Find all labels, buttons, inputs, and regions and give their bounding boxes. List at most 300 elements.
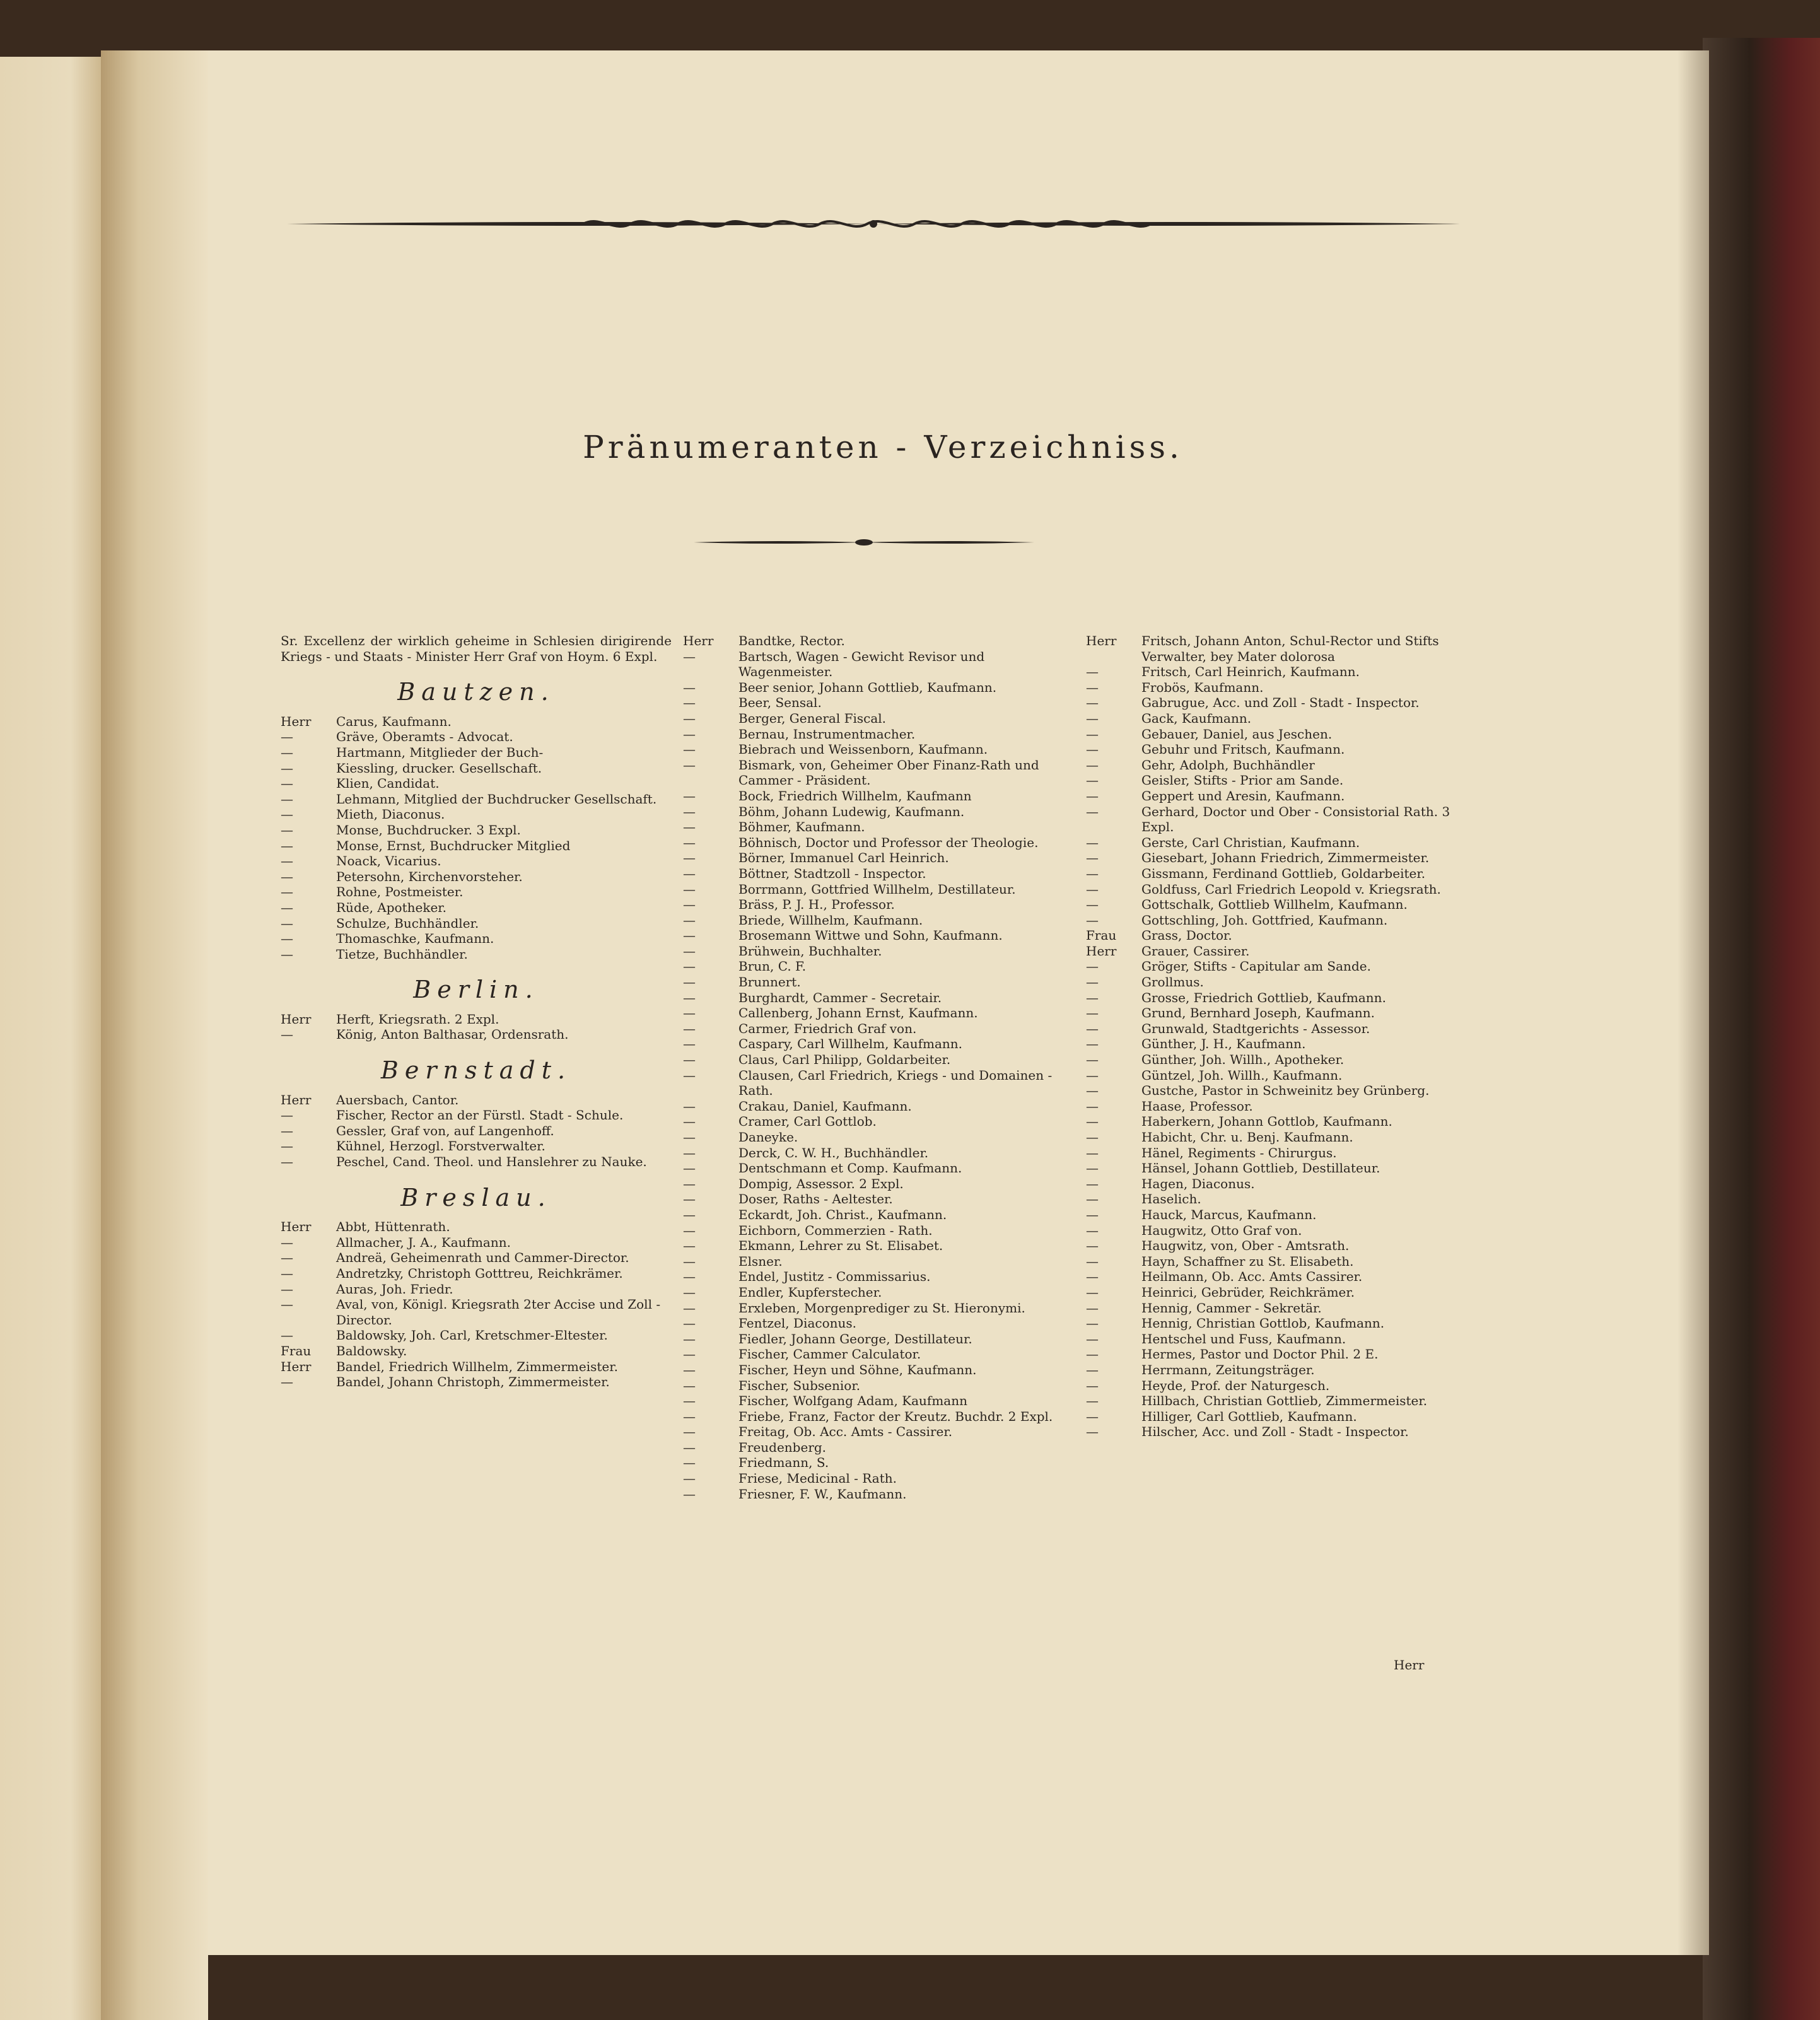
entry-prefix: —: [683, 788, 696, 803]
list-item: [683, 897, 1074, 913]
entry-text: Thomaschke, Kaufmann.: [336, 931, 494, 947]
list-item: [1086, 897, 1477, 913]
entry-text: Haase, Professor.: [1141, 1098, 1253, 1114]
list-item: [683, 1160, 1074, 1176]
entry-text: Freudenberg.: [738, 1439, 827, 1455]
entry-prefix: —: [281, 868, 293, 884]
entry-text: Baldowsky, Joh. Carl, Kretschmer-Eltester.: [336, 1328, 608, 1343]
entry-prefix: —: [1086, 664, 1099, 680]
list-item: [683, 695, 1074, 711]
list-item: [1086, 695, 1477, 711]
entry-prefix: —: [683, 834, 696, 850]
entry-text: Friedmann, S.: [738, 1455, 829, 1471]
entry-prefix: —: [1086, 897, 1099, 913]
list-item: [683, 804, 1074, 820]
entry-prefix: —: [683, 1238, 696, 1254]
list-item: [683, 1455, 1074, 1471]
entry-prefix: —: [281, 1297, 293, 1312]
entry-prefix: —: [683, 1130, 696, 1145]
list-item: [683, 1114, 1074, 1130]
list-item: [683, 1021, 1074, 1037]
list-item: [281, 1219, 672, 1235]
list-item: [1086, 1316, 1477, 1331]
entry-prefix: —: [683, 897, 696, 913]
entry-prefix: Herr: [281, 1011, 312, 1027]
entry-prefix: —: [683, 1114, 696, 1130]
entry-prefix: —: [281, 791, 293, 807]
entry-text: Elsner.: [738, 1253, 783, 1269]
entry-text: Ekmann, Lehrer zu St. Elisabet.: [738, 1238, 943, 1254]
entry-prefix: —: [683, 1145, 696, 1160]
entry-text: Carmer, Friedrich Graf von.: [738, 1020, 917, 1036]
entry-prefix: —: [683, 679, 696, 695]
entry-text: Freitag, Ob. Acc. Amts - Cassirer.: [738, 1424, 953, 1440]
entry-text: Lehmann, Mitglied der Buchdrucker Gesellschaft.: [336, 791, 657, 807]
list-item: [1086, 1300, 1477, 1316]
list-item: [1086, 1207, 1477, 1223]
list-item: [683, 649, 1074, 680]
list-item: [281, 869, 672, 885]
left-page-edge: [0, 57, 101, 2020]
entry-prefix: —: [281, 1234, 293, 1250]
entry-text: Hilliger, Carl Gottlieb, Kaufmann.: [1141, 1408, 1357, 1424]
entry-text: Noack, Vicarius.: [336, 853, 441, 869]
entry-text: Günther, J. H., Kaufmann.: [1141, 1036, 1306, 1052]
list-item: [281, 1123, 672, 1139]
list-item: [1086, 664, 1477, 680]
entry-text: Grund, Bernhard Joseph, Kaufmann.: [1141, 1005, 1375, 1021]
entry-text: Hennig, Cammer - Sekretär.: [1141, 1300, 1322, 1316]
entry-text: Fiedler, Johann George, Destillateur.: [738, 1331, 972, 1346]
list-item: [683, 819, 1074, 835]
list-item: [281, 1107, 672, 1123]
list-item: [1086, 990, 1477, 1006]
entry-text: Herft, Kriegsrath. 2 Expl.: [336, 1011, 499, 1027]
entry-text: Gustche, Pastor in Schweinitz bey Grünberg.: [1141, 1083, 1430, 1099]
list-item: [1086, 1409, 1477, 1425]
entry-prefix: —: [1086, 742, 1099, 757]
list-item: [1086, 1269, 1477, 1285]
entry-text: Berger, General Fiscal.: [738, 710, 886, 726]
entry-text: Hayn, Schaffner zu St. Elisabeth.: [1141, 1253, 1354, 1269]
list-item: [1086, 1238, 1477, 1254]
entry-prefix: —: [683, 1424, 696, 1440]
entry-text: Mieth, Diaconus.: [336, 807, 445, 822]
entry-prefix: —: [683, 1393, 696, 1409]
entry-text: Gottschling, Joh. Gottfried, Kaufmann.: [1141, 912, 1388, 928]
list-item: [281, 807, 672, 822]
entry-text: Eckardt, Joh. Christ., Kaufmann.: [738, 1206, 947, 1222]
list-item: [1086, 943, 1477, 959]
entry-text: Claus, Carl Philipp, Goldarbeiter.: [738, 1052, 951, 1068]
list-item: [1086, 1346, 1477, 1362]
list-item: [1086, 727, 1477, 742]
list-item: [683, 928, 1074, 943]
entry-text: Hillbach, Christian Gottlieb, Zimmermeister.: [1141, 1393, 1428, 1409]
entry-prefix: —: [1086, 1316, 1099, 1331]
entry-text: Bock, Friedrich Willhelm, Kaufmann: [738, 788, 972, 803]
list-item: [1086, 1160, 1477, 1176]
entry-text: Aval, von, Königl. Kriegsrath 2ter Accise und Zoll - Director.: [336, 1297, 661, 1328]
entry-prefix: —: [1086, 959, 1099, 974]
entry-text: Geppert und Aresin, Kaufmann.: [1141, 788, 1345, 803]
entry-prefix: —: [1086, 1130, 1099, 1145]
entry-text: Bernau, Instrumentmacher.: [738, 726, 916, 742]
entry-prefix: —: [683, 803, 696, 819]
entry-text: Auersbach, Cantor.: [336, 1092, 459, 1107]
entry-prefix: Frau: [1086, 928, 1117, 943]
entry-text: Kiessling, drucker. Gesellschaft.: [336, 760, 542, 776]
list-item: [1086, 1021, 1477, 1037]
entry-prefix: —: [1086, 1191, 1099, 1207]
entry-text: Burghardt, Cammer - Secretair.: [738, 990, 942, 1005]
list-item: [281, 791, 672, 807]
entry-text: Frobös, Kaufmann.: [1141, 679, 1264, 695]
entry-prefix: —: [1086, 1377, 1099, 1393]
entry-prefix: —: [1086, 850, 1099, 866]
list-item: [683, 788, 1074, 804]
list-item: [281, 729, 672, 745]
column-2: [683, 633, 1074, 1502]
entry-text: Gottschalk, Gottlieb Willhelm, Kaufmann.: [1141, 897, 1408, 913]
list-item: [281, 1235, 672, 1251]
list-item: [1086, 1424, 1477, 1440]
entry-text: Fritsch, Johann Anton, Schul-Rector und Stifts Verwalter, bey Mater dolorosa: [1141, 633, 1439, 664]
list-item: [1086, 757, 1477, 773]
entry-prefix: —: [683, 1253, 696, 1269]
column-3: [1086, 633, 1477, 1440]
entry-prefix: —: [683, 850, 696, 866]
entry-prefix: —: [683, 1439, 696, 1455]
list-item: [281, 1154, 672, 1170]
list-item: [1086, 1378, 1477, 1394]
entry-text: Peschel, Cand. Theol. und Hanslehrer zu Nauke.: [336, 1154, 647, 1170]
list-item: [683, 1052, 1074, 1068]
list-item: [1086, 680, 1477, 696]
entry-prefix: —: [281, 1138, 293, 1154]
list-item: [683, 1099, 1074, 1114]
entry-text: Schulze, Buchhändler.: [336, 915, 479, 931]
entry-text: Bandel, Johann Christoph, Zimmermeister.: [336, 1374, 610, 1390]
list-item: [281, 745, 672, 761]
entry-prefix: —: [1086, 1393, 1099, 1409]
entry-text: Fischer, Rector an der Fürstl. Stadt - Schule.: [336, 1107, 624, 1123]
entry-text: Crakau, Daniel, Kaufmann.: [738, 1098, 912, 1114]
list-item: [1086, 773, 1477, 788]
entry-prefix: —: [683, 959, 696, 974]
section-list-berlin: [281, 1012, 672, 1042]
entry-prefix: —: [683, 757, 696, 773]
entry-text: Friesner, F. W., Kaufmann.: [738, 1486, 907, 1502]
entry-prefix: Herr: [1086, 943, 1117, 959]
entry-prefix: —: [281, 822, 293, 838]
list-item: [683, 742, 1074, 757]
list-item: [1086, 1331, 1477, 1347]
entry-prefix: —: [1086, 1114, 1099, 1130]
entry-text: Petersohn, Kirchenvorsteher.: [336, 868, 523, 884]
entry-text: Brosemann Wittwe und Sohn, Kaufmann.: [738, 928, 1003, 943]
entry-text: Gebauer, Daniel, aus Jeschen.: [1141, 726, 1333, 742]
entry-prefix: —: [281, 899, 293, 915]
entry-text: Caspary, Carl Willhelm, Kaufmann.: [738, 1036, 963, 1052]
entry-text: Auras, Joh. Friedr.: [336, 1281, 453, 1297]
entry-text: Friebe, Franz, Factor der Kreutz. Buchdr. 2 Expl.: [738, 1408, 1053, 1424]
entry-prefix: —: [1086, 710, 1099, 726]
entry-prefix: —: [683, 1331, 696, 1346]
entry-text: Baldowsky.: [336, 1343, 407, 1358]
list-item: [683, 680, 1074, 696]
entry-prefix: —: [1086, 1300, 1099, 1316]
list-item: [281, 776, 672, 791]
entry-prefix: —: [683, 1408, 696, 1424]
entry-text: Rohne, Postmeister.: [336, 884, 464, 900]
entry-prefix: —: [683, 1377, 696, 1393]
entry-text: Bismark, von, Geheimer Ober Finanz-Rath und Cammer - Präsident.: [738, 757, 1039, 788]
list-item: [1086, 788, 1477, 804]
entry-prefix: —: [281, 884, 293, 900]
list-item: [683, 1223, 1074, 1239]
list-item: [683, 711, 1074, 727]
list-item: [683, 757, 1074, 788]
list-item: [1086, 1036, 1477, 1052]
entry-prefix: —: [683, 1455, 696, 1471]
list-item: [683, 1145, 1074, 1161]
entry-prefix: —: [281, 1374, 293, 1390]
entry-prefix: —: [281, 946, 293, 962]
list-item: [281, 1266, 672, 1281]
list-item: [1086, 1254, 1477, 1270]
list-item: [1086, 1114, 1477, 1130]
entry-prefix: —: [281, 853, 293, 869]
list-item: [683, 974, 1074, 990]
entry-prefix: Herr: [1086, 633, 1117, 648]
entry-text: Clausen, Carl Friedrich, Kriegs - und Domainen - Rath.: [738, 1067, 1053, 1099]
list-item: [683, 1331, 1074, 1347]
entry-prefix: —: [683, 1206, 696, 1222]
entry-prefix: —: [281, 1250, 293, 1266]
entry-text: Biebrach und Weissenborn, Kaufmann.: [738, 742, 988, 757]
list-item: [1086, 1176, 1477, 1192]
entry-prefix: —: [683, 819, 696, 835]
entry-prefix: —: [281, 1154, 293, 1170]
list-item: [1086, 804, 1477, 835]
entry-text: Hagen, Diaconus.: [1141, 1176, 1255, 1191]
entry-prefix: —: [281, 807, 293, 822]
entry-text: Heilmann, Ob. Acc. Amts Cassirer.: [1141, 1269, 1363, 1285]
entry-text: Bartsch, Wagen - Gewicht Revisor und Wagenmeister.: [738, 648, 985, 680]
entry-text: Kühnel, Herzogl. Forstverwalter.: [336, 1138, 545, 1154]
list-item: [683, 1238, 1074, 1254]
entry-text: Goldfuss, Carl Friedrich Leopold v. Kriegsrath.: [1141, 881, 1441, 897]
entry-text: Fischer, Wolfgang Adam, Kaufmann: [738, 1393, 967, 1409]
entry-prefix: —: [683, 648, 696, 664]
entry-prefix: —: [683, 1098, 696, 1114]
entry-prefix: —: [683, 912, 696, 928]
entry-text: Brunnert.: [738, 974, 801, 990]
entry-text: Haberkern, Johann Gottlob, Kaufmann.: [1141, 1114, 1392, 1130]
entry-prefix: —: [1086, 1222, 1099, 1238]
entry-prefix: Herr: [281, 1358, 312, 1374]
section-list-breslau: [281, 1219, 672, 1390]
entry-prefix: —: [683, 928, 696, 943]
entry-prefix: —: [281, 1123, 293, 1138]
entry-text: Haugwitz, von, Ober - Amtsrath.: [1141, 1238, 1350, 1254]
list-item: [281, 884, 672, 900]
list-item: [1086, 850, 1477, 866]
entry-prefix: —: [683, 1300, 696, 1316]
entry-prefix: —: [683, 1067, 696, 1083]
entry-text: Hänsel, Johann Gottlieb, Destillateur.: [1141, 1160, 1380, 1176]
list-item: [281, 1012, 672, 1027]
entry-text: Gerhard, Doctor und Ober - Consistorial Rath. 3 Expl.: [1141, 803, 1450, 835]
entry-text: Gebuhr und Fritsch, Kaufmann.: [1141, 742, 1345, 757]
list-item: [281, 1092, 672, 1108]
entry-text: Geisler, Stifts - Prior am Sande.: [1141, 773, 1344, 788]
entry-text: Hennig, Christian Gottlob, Kaufmann.: [1141, 1316, 1385, 1331]
entry-prefix: —: [1086, 1067, 1099, 1083]
entry-text: Grass, Doctor.: [1141, 928, 1232, 943]
entry-prefix: —: [281, 1107, 293, 1123]
list-item: [683, 1486, 1074, 1502]
entry-text: Grauer, Cassirer.: [1141, 943, 1250, 959]
list-item: [683, 1176, 1074, 1192]
list-item: [683, 1036, 1074, 1052]
entry-text: Giesebart, Johann Friedrich, Zimmermeister.: [1141, 850, 1430, 866]
entry-prefix: —: [1086, 1098, 1099, 1114]
section-heading-bautzen: Bautzen.: [397, 678, 555, 706]
list-item: [281, 822, 672, 838]
entry-prefix: —: [683, 1020, 696, 1036]
list-item: [683, 882, 1074, 897]
entry-prefix: Herr: [281, 713, 312, 729]
list-item: [1086, 1191, 1477, 1207]
entry-text: Fentzel, Diaconus.: [738, 1316, 857, 1331]
section-heading-berlin: Berlin.: [413, 976, 539, 1004]
entry-prefix: —: [1086, 1253, 1099, 1269]
list-item: [683, 1207, 1074, 1223]
entry-prefix: —: [281, 931, 293, 947]
list-item: [1086, 1362, 1477, 1378]
entry-prefix: Frau: [281, 1343, 312, 1358]
entry-prefix: —: [1086, 773, 1099, 788]
entry-text: Böhmer, Kaufmann.: [738, 819, 865, 835]
entry-text: Gissmann, Ferdinand Gottlieb, Goldarbeiter.: [1141, 865, 1426, 881]
entry-text: Andretzky, Christoph Gotttreu, Reichkrämer.: [336, 1266, 623, 1281]
entry-text: Borrmann, Gottfried Willhelm, Destillateur.: [738, 881, 1016, 897]
list-item: [1086, 959, 1477, 974]
section-heading-bernstadt: Bernstadt.: [380, 1056, 572, 1085]
entry-prefix: —: [1086, 1145, 1099, 1160]
entry-prefix: —: [683, 974, 696, 990]
entry-text: Heyde, Prof. der Naturgesch.: [1141, 1377, 1330, 1393]
entry-prefix: —: [1086, 1238, 1099, 1254]
list-item: [281, 916, 672, 931]
list-item: [683, 633, 1074, 649]
entry-prefix: —: [1086, 757, 1099, 773]
title-underline-rule: [694, 536, 1034, 549]
list-item: [683, 1285, 1074, 1300]
entry-prefix: —: [1086, 1424, 1099, 1440]
entry-prefix: —: [281, 760, 293, 776]
intro-count: 6 Expl.: [612, 648, 658, 664]
list-item: [683, 1005, 1074, 1021]
entry-text: Hentschel und Fuss, Kaufmann.: [1141, 1331, 1346, 1346]
entry-prefix: —: [1086, 803, 1099, 819]
list-item: [683, 1269, 1074, 1285]
list-item: [281, 1027, 672, 1042]
list-item: [281, 1281, 672, 1297]
entry-text: Monse, Buchdrucker. 3 Expl.: [336, 822, 521, 838]
entry-text: Günther, Joh. Willh., Apotheker.: [1141, 1052, 1345, 1068]
entry-prefix: —: [1086, 865, 1099, 881]
entry-text: Klien, Candidat.: [336, 776, 440, 791]
list-item: [1086, 742, 1477, 757]
entry-text: Gerste, Carl Christian, Kaufmann.: [1141, 834, 1360, 850]
entry-text: Beer senior, Johann Gottlieb, Kaufmann.: [738, 679, 997, 695]
list-item: [281, 1138, 672, 1154]
list-item: [281, 853, 672, 869]
entry-text: Tietze, Buchhändler.: [336, 946, 468, 962]
list-item: [683, 959, 1074, 974]
list-item: [683, 1130, 1074, 1145]
catchword: Herr: [1394, 1657, 1425, 1673]
list-item: [1086, 1285, 1477, 1300]
entry-prefix: —: [1086, 788, 1099, 803]
list-item: [683, 1191, 1074, 1207]
list-item: [1086, 1099, 1477, 1114]
list-item: [281, 931, 672, 947]
entry-text: Fritsch, Carl Heinrich, Kaufmann.: [1141, 664, 1360, 680]
entry-prefix: —: [1086, 1284, 1099, 1300]
entry-prefix: —: [1086, 990, 1099, 1005]
top-ornament-rule: [287, 211, 1460, 236]
entry-text: Hänel, Regiments - Chirurgus.: [1141, 1145, 1337, 1160]
list-item: [1086, 1393, 1477, 1409]
entry-text: Andreä, Geheimenrath und Cammer-Director.: [336, 1250, 629, 1266]
list-item: [1086, 835, 1477, 851]
entry-prefix: Herr: [281, 1219, 312, 1235]
entry-prefix: —: [1086, 1269, 1099, 1285]
entry-text: Böhm, Johann Ludewig, Kaufmann.: [738, 803, 965, 819]
entry-prefix: —: [683, 1036, 696, 1052]
entry-text: Bräss, P. J. H., Professor.: [738, 897, 895, 913]
entry-prefix: —: [683, 1222, 696, 1238]
section-list-bautzen: [281, 714, 672, 962]
entry-prefix: —: [683, 1269, 696, 1285]
entry-prefix: —: [281, 915, 293, 931]
entry-text: Erxleben, Morgenprediger zu St. Hieronymi.: [738, 1300, 1025, 1316]
list-item: [281, 1343, 672, 1359]
entry-text: Bandel, Friedrich Willhelm, Zimmermeister.: [336, 1358, 618, 1374]
entry-prefix: —: [1086, 974, 1099, 990]
book-gutter: [101, 50, 208, 2020]
entry-text: Grunwald, Stadtgerichts - Assessor.: [1141, 1020, 1370, 1036]
entry-text: Briede, Willhelm, Kaufmann.: [738, 912, 923, 928]
list-item: [683, 1378, 1074, 1394]
entry-text: Heinrici, Gebrüder, Reichkrämer.: [1141, 1284, 1355, 1300]
entry-text: Rüde, Apotheker.: [336, 899, 447, 915]
entry-prefix: —: [683, 1191, 696, 1207]
page-title: Pränumeranten - Verzeichniss.: [583, 429, 1183, 465]
list-item: [683, 835, 1074, 851]
entry-prefix: —: [1086, 679, 1099, 695]
entry-text: Friese, Medicinal - Rath.: [738, 1471, 897, 1486]
list-item: [1086, 913, 1477, 928]
entry-text: Gabrugue, Acc. und Zoll - Stadt - Inspector.: [1141, 695, 1420, 711]
entry-prefix: —: [683, 726, 696, 742]
entry-text: Carus, Kaufmann.: [336, 713, 452, 729]
list-item: [1086, 1052, 1477, 1068]
